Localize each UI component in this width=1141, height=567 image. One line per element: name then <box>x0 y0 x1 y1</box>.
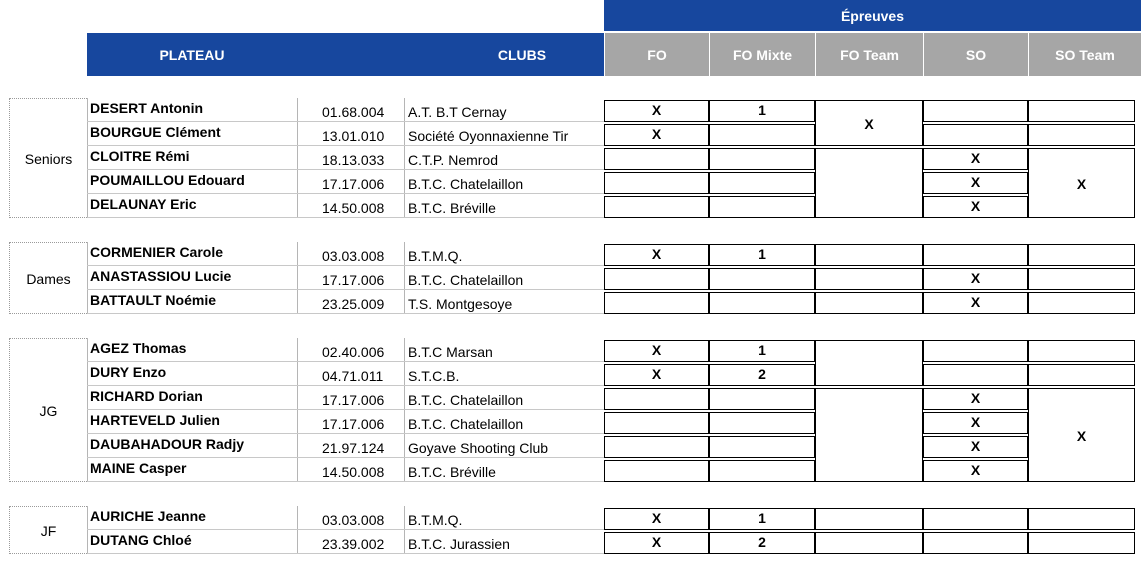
event-header-fo-mixte: FO Mixte <box>709 33 815 76</box>
group-label: JG <box>9 338 87 482</box>
licence-code: 14.50.008 <box>322 200 385 216</box>
club-name: B.T.M.Q. <box>408 512 463 528</box>
so-cell: X <box>923 412 1028 434</box>
so-cell: X <box>923 148 1028 170</box>
so-cell: X <box>923 436 1028 458</box>
fo-team-cell <box>815 388 923 482</box>
so-team-cell <box>1028 268 1135 290</box>
so-cell: X <box>923 268 1028 290</box>
event-header-so-team: SO Team <box>1028 33 1141 76</box>
fo-team-cell <box>815 244 923 266</box>
licence-code: 02.40.006 <box>322 344 385 360</box>
fo-cell: X <box>604 364 709 386</box>
event-header-so: SO <box>923 33 1028 76</box>
group-label: Dames <box>9 242 87 314</box>
fo-cell: X <box>604 244 709 266</box>
club-name: B.T.C. Bréville <box>408 200 496 216</box>
fo-team-cell <box>815 508 923 530</box>
fo-mixte-cell: 1 <box>709 100 815 122</box>
fo-team-cell <box>815 340 923 386</box>
licence-code: 18.13.033 <box>322 152 385 168</box>
club-name: B.T.C. Chatelaillon <box>408 392 524 408</box>
so-team-cell <box>1028 292 1135 314</box>
epreuves-header <box>604 0 1141 31</box>
group-label: JF <box>9 506 87 554</box>
so-team-cell: X <box>1028 388 1135 482</box>
fo-cell: X <box>604 532 709 554</box>
licence-code: 17.17.006 <box>322 416 385 432</box>
licence-code: 17.17.006 <box>322 272 385 288</box>
licence-code: 14.50.008 <box>322 464 385 480</box>
athlete-name: AURICHE Jeanne <box>90 508 206 524</box>
fo-cell <box>604 268 709 290</box>
fo-cell: X <box>604 100 709 122</box>
fo-cell: X <box>604 508 709 530</box>
so-cell: X <box>923 172 1028 194</box>
licence-code: 21.97.124 <box>322 440 385 456</box>
epreuves-label: Épreuves <box>840 7 905 24</box>
fo-cell: X <box>604 340 709 362</box>
club-name: B.T.C Marsan <box>408 344 493 360</box>
athlete-name: DUTANG Chloé <box>90 532 192 548</box>
fo-mixte-cell: 1 <box>709 508 815 530</box>
licence-code: 03.03.008 <box>322 248 385 264</box>
fo-cell <box>604 148 709 170</box>
club-name: A.T. B.T Cernay <box>408 104 507 120</box>
so-team-cell <box>1028 364 1135 386</box>
licence-code: 17.17.006 <box>322 176 385 192</box>
athlete-name: DAUBAHADOUR Radjy <box>90 436 245 452</box>
fo-mixte-cell: 1 <box>709 340 815 362</box>
fo-mixte-cell <box>709 388 815 410</box>
club-name: T.S. Montgesoye <box>408 296 513 312</box>
group-label: Seniors <box>9 98 87 218</box>
athlete-name: DESERT Antonin <box>90 100 204 116</box>
fo-cell <box>604 172 709 194</box>
so-team-cell <box>1028 532 1135 554</box>
so-team-cell <box>1028 100 1135 122</box>
clubs-header: CLUBS <box>497 46 547 63</box>
athlete-name: CLOITRE Rémi <box>90 148 190 164</box>
fo-team-cell <box>815 292 923 314</box>
fo-cell <box>604 196 709 218</box>
fo-mixte-cell: 2 <box>709 532 815 554</box>
fo-cell <box>604 292 709 314</box>
club-name: Société Oyonnaxienne Tir <box>408 128 569 144</box>
licence-code: 23.39.002 <box>322 536 385 552</box>
athlete-name: MAINE Casper <box>90 460 187 476</box>
so-cell <box>923 100 1028 122</box>
so-cell <box>923 508 1028 530</box>
fo-cell <box>604 460 709 482</box>
fo-mixte-cell <box>709 124 815 146</box>
licence-code: 13.01.010 <box>322 128 385 144</box>
fo-cell <box>604 388 709 410</box>
licence-code: 17.17.006 <box>322 392 385 408</box>
so-team-cell <box>1028 244 1135 266</box>
club-name: S.T.C.B. <box>408 368 460 384</box>
fo-mixte-cell <box>709 268 815 290</box>
so-cell: X <box>923 292 1028 314</box>
athlete-name: DELAUNAY Eric <box>90 196 197 212</box>
club-name: B.T.C. Chatelaillon <box>408 272 524 288</box>
so-cell: X <box>923 388 1028 410</box>
licence-code: 23.25.009 <box>322 296 385 312</box>
athlete-name: AGEZ Thomas <box>90 340 187 356</box>
fo-mixte-cell <box>709 148 815 170</box>
athlete-name: DURY Enzo <box>90 364 167 380</box>
athlete-name: RICHARD Dorian <box>90 388 203 404</box>
club-name: B.T.C. Chatelaillon <box>408 416 524 432</box>
so-cell <box>923 244 1028 266</box>
so-team-cell <box>1028 124 1135 146</box>
fo-cell <box>604 436 709 458</box>
athlete-name: HARTEVELD Julien <box>90 412 220 428</box>
athlete-name: POUMAILLOU Edouard <box>90 172 245 188</box>
licence-code: 01.68.004 <box>322 104 385 120</box>
athlete-name: ANASTASSIOU Lucie <box>90 268 232 284</box>
so-cell <box>923 364 1028 386</box>
fo-cell <box>604 412 709 434</box>
so-cell <box>923 340 1028 362</box>
club-name: B.T.C. Jurassien <box>408 536 510 552</box>
so-cell: X <box>923 196 1028 218</box>
athlete-name: BATTAULT Noémie <box>90 292 216 308</box>
fo-mixte-cell: 2 <box>709 364 815 386</box>
plateau-header: PLATEAU <box>159 46 225 63</box>
fo-mixte-cell: 1 <box>709 244 815 266</box>
so-team-cell: X <box>1028 148 1135 218</box>
athlete-name: BOURGUE Clément <box>90 124 221 140</box>
fo-team-cell <box>815 268 923 290</box>
fo-mixte-cell <box>709 436 815 458</box>
fo-team-cell: X <box>815 100 923 146</box>
so-team-cell <box>1028 508 1135 530</box>
fo-mixte-cell <box>709 172 815 194</box>
fo-mixte-cell <box>709 292 815 314</box>
event-header-fo: FO <box>604 33 709 76</box>
athlete-name: CORMENIER Carole <box>90 244 224 260</box>
club-name: B.T.C. Chatelaillon <box>408 176 524 192</box>
fo-mixte-cell <box>709 196 815 218</box>
club-name: Goyave Shooting Club <box>408 440 549 456</box>
fo-team-cell <box>815 532 923 554</box>
club-name: B.T.M.Q. <box>408 248 463 264</box>
so-cell <box>923 532 1028 554</box>
so-cell: X <box>923 460 1028 482</box>
so-cell <box>923 124 1028 146</box>
fo-team-cell <box>815 148 923 218</box>
fo-mixte-cell <box>709 412 815 434</box>
club-name: B.T.C. Bréville <box>408 464 496 480</box>
fo-cell: X <box>604 124 709 146</box>
so-team-cell <box>1028 340 1135 362</box>
fo-mixte-cell <box>709 460 815 482</box>
club-name: C.T.P. Nemrod <box>408 152 498 168</box>
licence-code: 04.71.011 <box>322 368 384 384</box>
licence-code: 03.03.008 <box>322 512 385 528</box>
event-header-fo-team: FO Team <box>815 33 923 76</box>
